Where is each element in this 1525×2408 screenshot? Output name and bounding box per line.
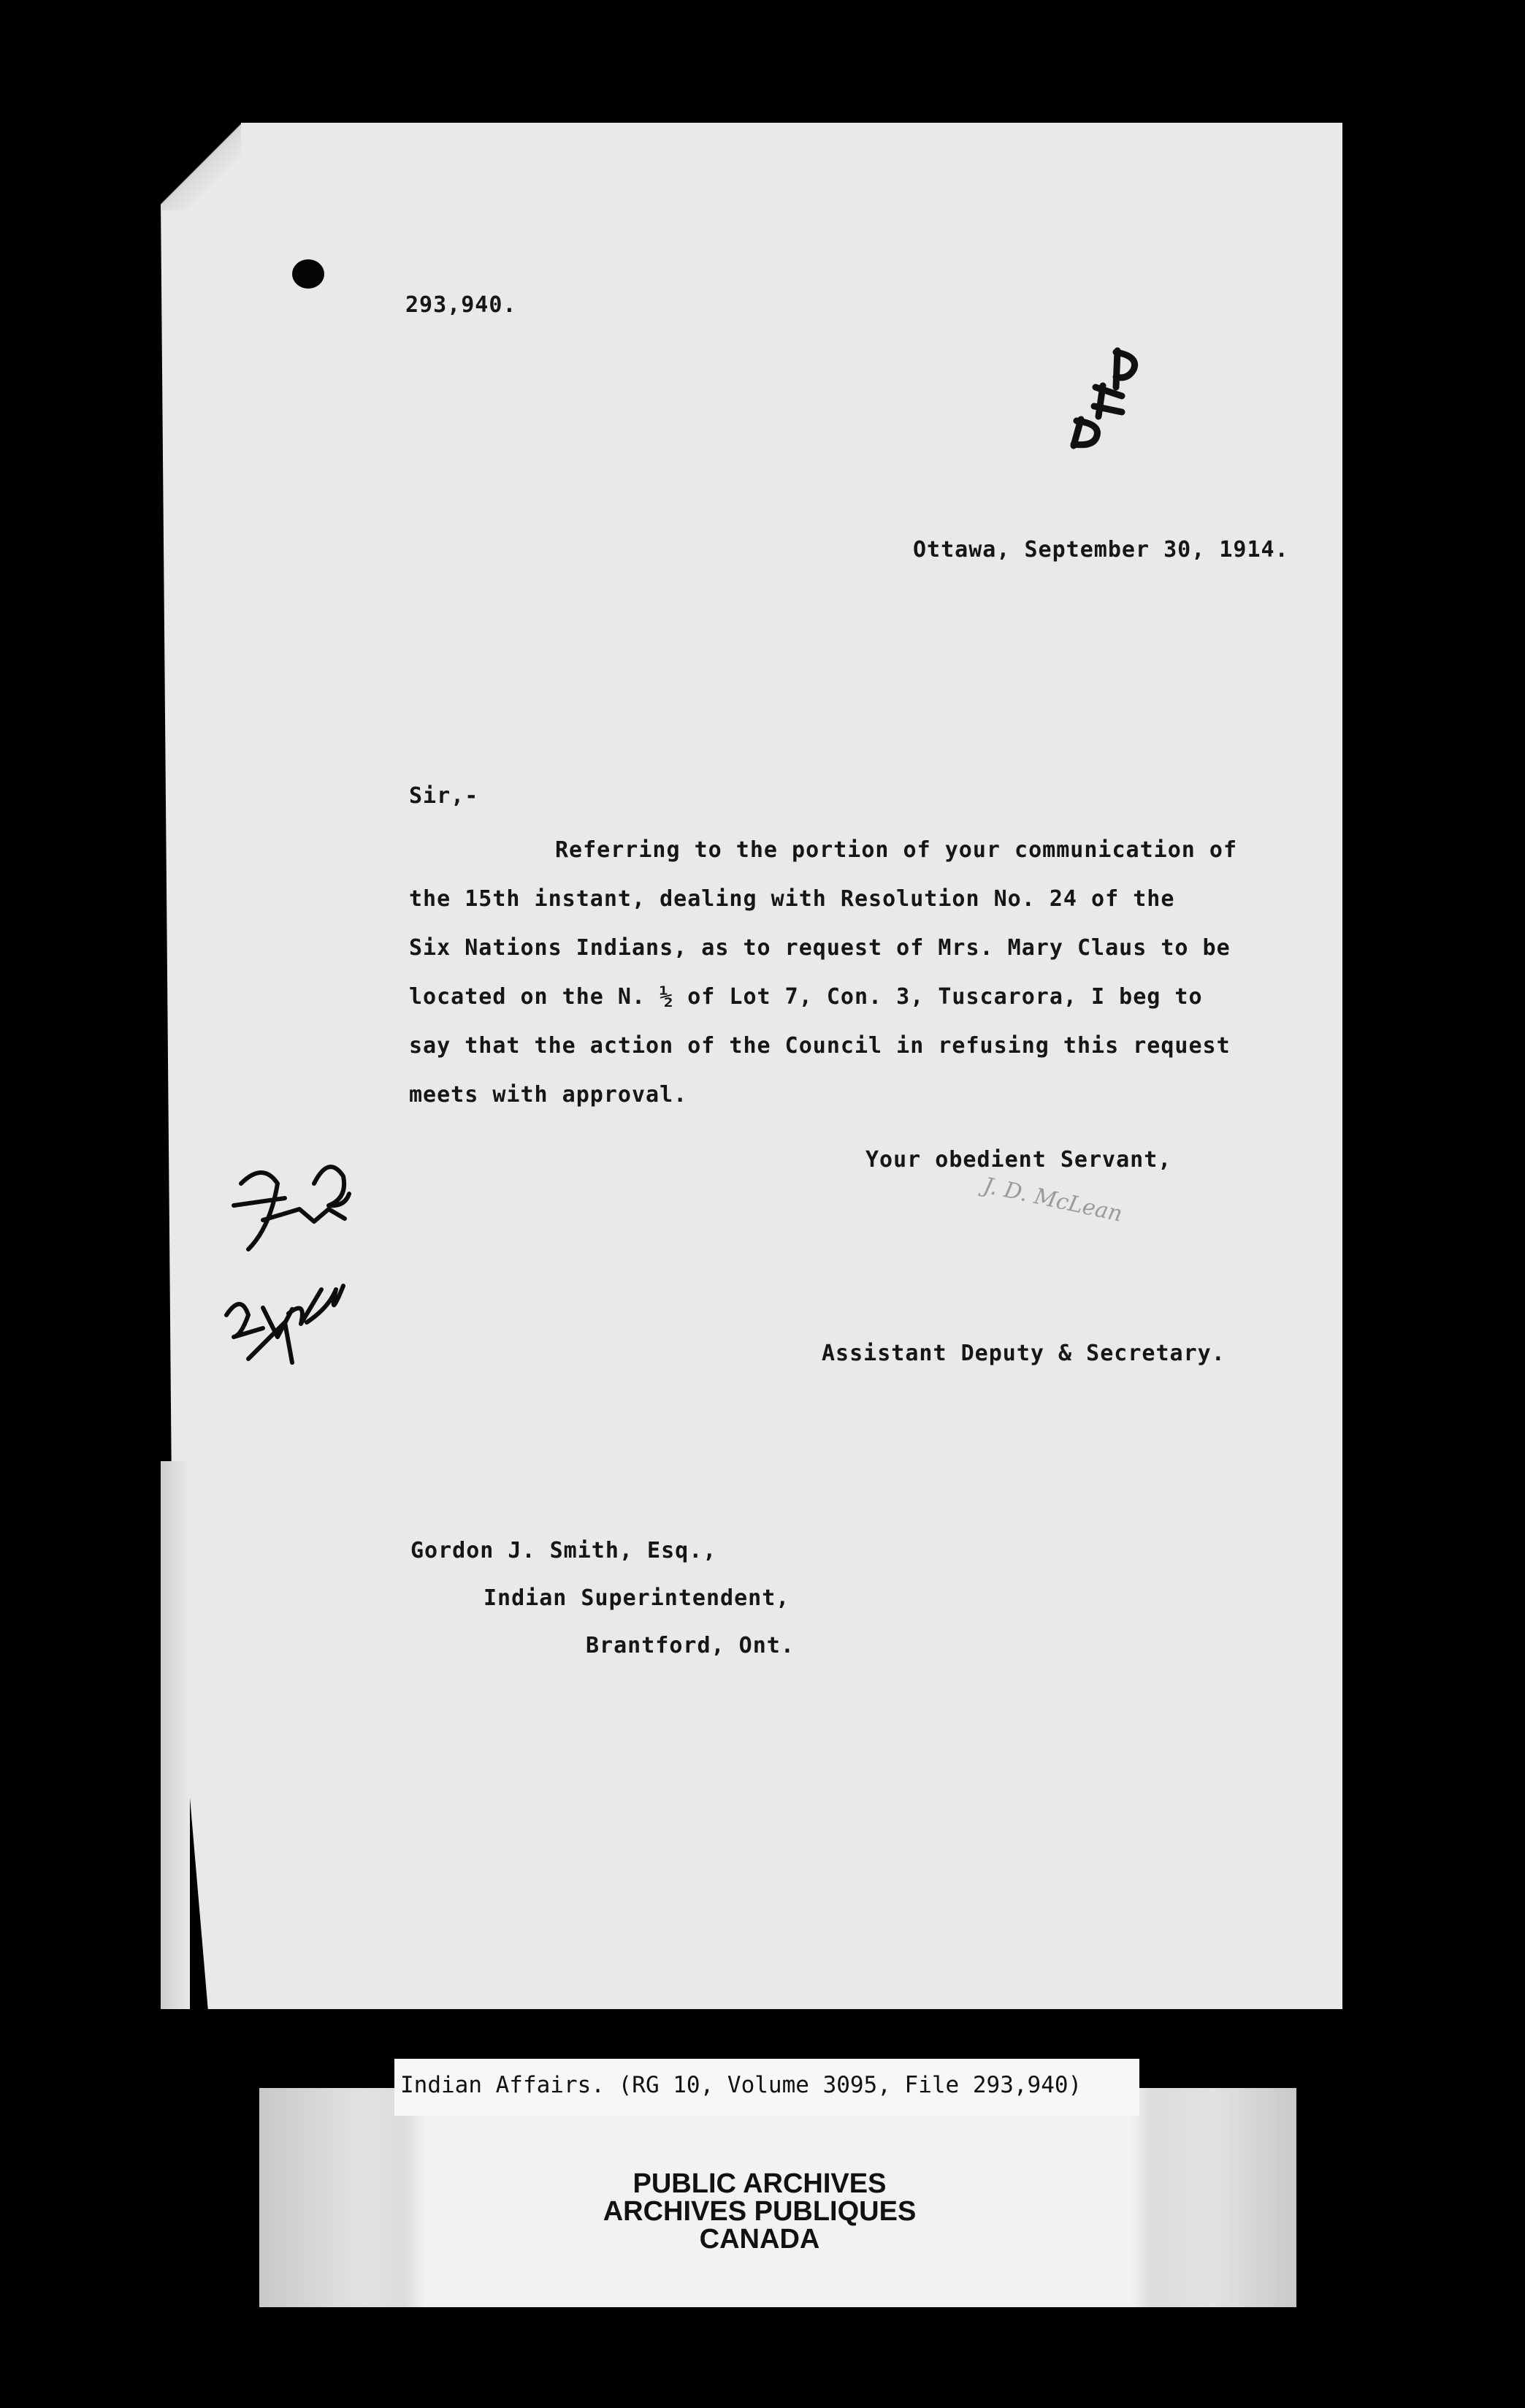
archives-stamp <box>358 2170 1161 2253</box>
salutation: Sir,- <box>409 783 479 809</box>
body-line: located on the N. ½ of Lot 7, Con. 3, Tuscarora, I beg to <box>409 984 1203 1010</box>
body-line: the 15th instant, dealing with Resolution No. 24 of the <box>409 886 1175 912</box>
signature-stamp: J. D. McLean <box>981 1173 1125 1227</box>
body-line: say that the action of the Council in refusing this request <box>409 1033 1231 1059</box>
addressee-title: Indian Superintendent, <box>484 1585 790 1611</box>
page-edge-shadow <box>161 1461 190 2009</box>
addressee-name: Gordon J. Smith, Esq., <box>410 1538 717 1563</box>
closing: Your obedient Servant, <box>865 1147 1172 1173</box>
pad-stamp-mark <box>1052 343 1154 460</box>
body-line: meets with approval. <box>409 1082 688 1108</box>
dateline: Ottawa, September 30, 1914. <box>913 537 1289 563</box>
file-number: 293,940. <box>405 292 517 318</box>
signer-title: Assistant Deputy & Secretary. <box>822 1341 1226 1366</box>
handwritten-initials <box>219 1140 358 1388</box>
archive-reference: Indian Affairs. (RG 10, Volume 3095, File 293,940) <box>400 2072 1082 2098</box>
body-line: Six Nations Indians, as to request of Mrs. Mary Claus to be <box>409 935 1231 961</box>
letter-body <box>409 826 1300 1119</box>
archives-line-2: ARCHIVES PUBLIQUES <box>603 2196 917 2227</box>
body-line: Referring to the portion of your communication of <box>555 837 1238 863</box>
punch-hole <box>292 259 324 289</box>
archives-line-3: CANADA <box>699 2224 820 2255</box>
addressee-location: Brantford, Ont. <box>586 1633 795 1658</box>
archives-line-1: PUBLIC ARCHIVES <box>632 2168 887 2199</box>
folded-corner <box>161 123 241 210</box>
